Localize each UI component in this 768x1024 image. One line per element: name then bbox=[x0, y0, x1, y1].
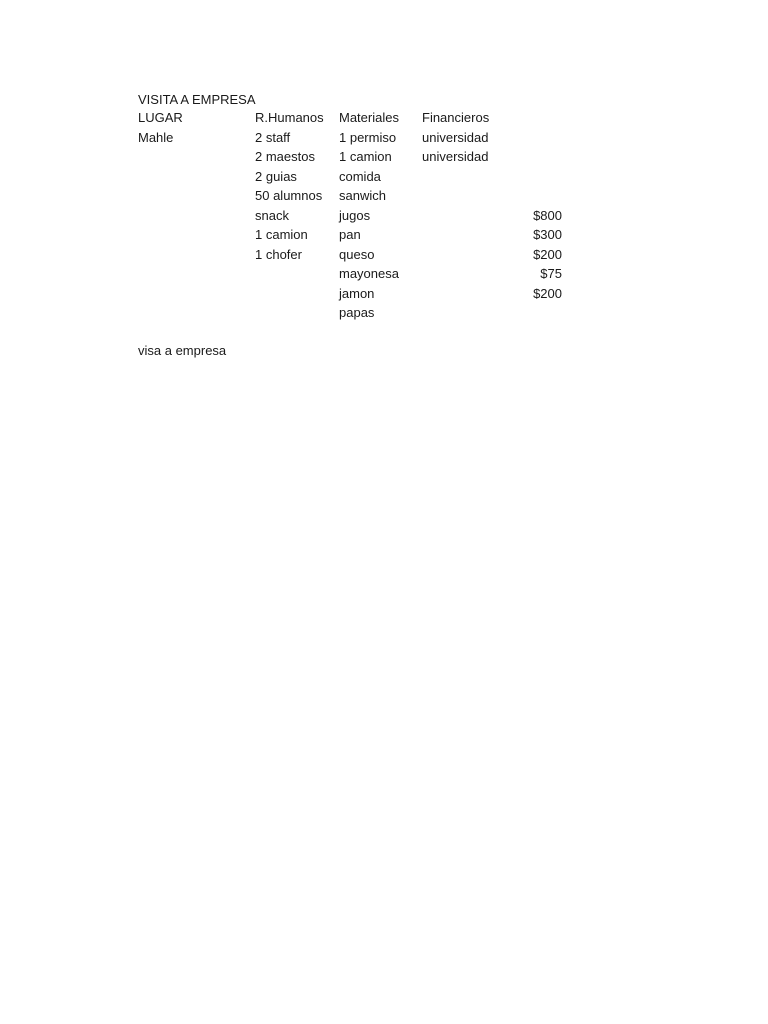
cell-financieros bbox=[422, 186, 505, 206]
header-materiales: Materiales bbox=[339, 110, 399, 125]
cell-lugar bbox=[138, 284, 255, 304]
cell-materiales: papas bbox=[339, 305, 375, 320]
cell-materiales: sanwich bbox=[339, 188, 386, 203]
cell-costo bbox=[505, 167, 562, 187]
cell-humanos: 1 camion bbox=[255, 227, 308, 242]
cell-humanos: 50 alumnos bbox=[255, 188, 323, 203]
cell-humanos bbox=[255, 284, 339, 304]
cell-lugar bbox=[138, 225, 255, 245]
cell-materiales: 1 camion bbox=[339, 149, 392, 164]
cell-lugar bbox=[138, 303, 255, 323]
cell-costo bbox=[505, 147, 562, 167]
resource-table bbox=[138, 108, 562, 323]
cell-costo bbox=[505, 186, 562, 206]
cell-lugar bbox=[138, 264, 255, 284]
cell-costo: $200 bbox=[533, 285, 562, 301]
cell-financieros bbox=[422, 167, 505, 187]
cell-financieros bbox=[422, 245, 505, 265]
header-lugar: LUGAR bbox=[138, 110, 183, 125]
header-costo bbox=[505, 108, 562, 128]
cell-materiales: queso bbox=[339, 246, 375, 262]
cell-humanos bbox=[255, 264, 339, 284]
header-humanos: R.Humanos bbox=[255, 110, 324, 125]
cell-materiales: jamon bbox=[339, 285, 375, 301]
cell-materiales: comida bbox=[339, 168, 381, 184]
cell-financieros: universidad bbox=[422, 149, 489, 164]
cell-materiales: 1 permiso bbox=[339, 129, 397, 145]
page-title: VISITA A EMPRESA bbox=[138, 92, 256, 107]
cell-lugar bbox=[138, 245, 255, 265]
cell-lugar bbox=[138, 206, 255, 226]
cell-lugar bbox=[138, 167, 255, 187]
cell-costo: $800 bbox=[533, 207, 562, 223]
cell-materiales: jugos bbox=[339, 207, 371, 223]
cell-financieros bbox=[422, 303, 505, 323]
cell-costo: $300 bbox=[533, 227, 562, 242]
header-financieros: Financieros bbox=[422, 110, 490, 125]
cell-costo bbox=[505, 128, 562, 148]
cell-lugar bbox=[138, 147, 255, 167]
cell-humanos: 1 chofer bbox=[255, 246, 302, 262]
cell-humanos: 2 maestos bbox=[255, 149, 315, 164]
cell-lugar bbox=[138, 186, 255, 206]
cell-financieros bbox=[422, 225, 505, 245]
cell-financieros bbox=[422, 264, 505, 284]
cell-financieros bbox=[422, 206, 505, 226]
cell-costo: $75 bbox=[540, 266, 562, 281]
cell-lugar: Mahle bbox=[138, 129, 174, 145]
cell-costo: $200 bbox=[533, 246, 562, 262]
cell-materiales: pan bbox=[339, 227, 361, 242]
cell-humanos bbox=[255, 303, 339, 323]
cell-materiales: mayonesa bbox=[339, 266, 399, 281]
cell-financieros bbox=[422, 284, 505, 304]
cell-humanos: 2 guias bbox=[255, 168, 297, 184]
cell-humanos: 2 staff bbox=[255, 129, 291, 145]
footer-note: visa a empresa bbox=[138, 343, 227, 358]
cell-costo bbox=[505, 303, 562, 323]
cell-financieros: universidad bbox=[422, 129, 489, 145]
cell-humanos: snack bbox=[255, 207, 289, 223]
